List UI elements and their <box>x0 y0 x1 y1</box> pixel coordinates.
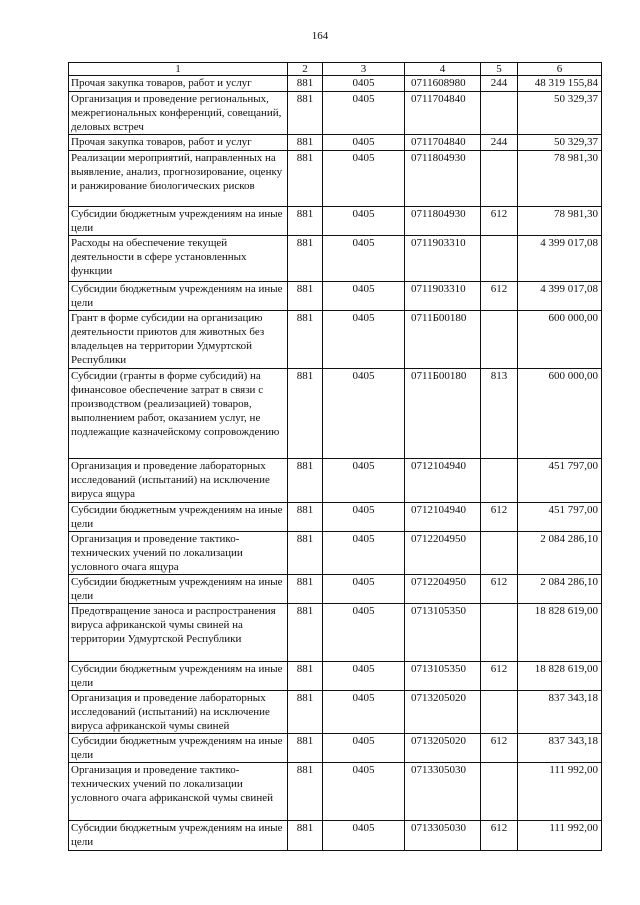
row-description: Субсидии бюджетным учреждениям на иные цели <box>69 503 288 532</box>
row-code-2: 881 <box>288 311 323 369</box>
table-row <box>69 763 602 821</box>
row-code-5: 813 <box>481 369 518 459</box>
row-code-5 <box>481 92 518 135</box>
row-description: Организация и проведение лабораторных исследований (испытаний) на исключение вируса ящура <box>69 459 288 503</box>
row-code-4: 0712204950 <box>405 532 481 575</box>
table-row <box>69 236 602 282</box>
column-header: 1 <box>69 63 288 76</box>
row-code-4: 0713105350 <box>405 604 481 662</box>
row-amount: 78 981,30 <box>518 151 602 207</box>
row-code-4: 0711903310 <box>405 282 481 311</box>
row-description: Организация и проведение лабораторных исследований (испытаний) на исключение вируса африканской чумы свиней <box>69 691 288 734</box>
table-row <box>69 207 602 236</box>
row-code-4: 0711704840 <box>405 135 481 151</box>
row-amount: 4 399 017,08 <box>518 236 602 282</box>
row-code-4: 0711Б00180 <box>405 311 481 369</box>
row-amount: 2 084 286,10 <box>518 532 602 575</box>
row-code-5: 612 <box>481 575 518 604</box>
row-amount: 837 343,18 <box>518 734 602 763</box>
table-row <box>69 575 602 604</box>
row-amount: 451 797,00 <box>518 459 602 503</box>
table-row <box>69 135 602 151</box>
row-code-3: 0405 <box>323 662 405 691</box>
row-code-2: 881 <box>288 369 323 459</box>
row-description: Организация и проведение тактико-технических учений по локализации условного очага африканской чумы свиней <box>69 763 288 821</box>
row-code-4: 0713105350 <box>405 662 481 691</box>
row-amount: 50 329,37 <box>518 92 602 135</box>
row-code-3: 0405 <box>323 604 405 662</box>
row-amount: 18 828 619,00 <box>518 604 602 662</box>
table-row <box>69 459 602 503</box>
row-code-5 <box>481 763 518 821</box>
row-description: Субсидии бюджетным учреждениям на иные цели <box>69 821 288 851</box>
row-code-3: 0405 <box>323 135 405 151</box>
row-code-2: 881 <box>288 76 323 92</box>
row-code-3: 0405 <box>323 821 405 851</box>
row-description: Субсидии бюджетным учреждениям на иные цели <box>69 734 288 763</box>
row-code-3: 0405 <box>323 691 405 734</box>
table-row <box>69 691 602 734</box>
row-code-2: 881 <box>288 151 323 207</box>
row-amount: 18 828 619,00 <box>518 662 602 691</box>
row-amount: 111 992,00 <box>518 763 602 821</box>
row-description: Предотвращение заноса и распространения вируса африканской чумы свиней на территории Удмуртской Республики <box>69 604 288 662</box>
row-code-3: 0405 <box>323 92 405 135</box>
row-code-4: 0711704840 <box>405 92 481 135</box>
row-code-2: 881 <box>288 236 323 282</box>
row-amount: 4 399 017,08 <box>518 282 602 311</box>
row-amount: 600 000,00 <box>518 311 602 369</box>
row-code-3: 0405 <box>323 459 405 503</box>
row-code-5: 612 <box>481 207 518 236</box>
row-amount: 78 981,30 <box>518 207 602 236</box>
row-code-5: 612 <box>481 821 518 851</box>
row-description: Субсидии бюджетным учреждениям на иные цели <box>69 662 288 691</box>
row-code-5 <box>481 604 518 662</box>
column-header: 2 <box>288 63 323 76</box>
table-row <box>69 76 602 92</box>
column-header: 5 <box>481 63 518 76</box>
row-code-4: 0711903310 <box>405 236 481 282</box>
row-code-2: 881 <box>288 575 323 604</box>
row-code-3: 0405 <box>323 369 405 459</box>
row-code-4: 0712104940 <box>405 459 481 503</box>
row-code-3: 0405 <box>323 763 405 821</box>
row-description: Субсидии бюджетным учреждениям на иные цели <box>69 282 288 311</box>
row-description: Прочая закупка товаров, работ и услуг <box>69 135 288 151</box>
table-row <box>69 282 602 311</box>
row-code-4: 0713205020 <box>405 691 481 734</box>
row-code-5 <box>481 311 518 369</box>
row-code-3: 0405 <box>323 532 405 575</box>
row-code-5 <box>481 151 518 207</box>
table-row <box>69 369 602 459</box>
row-code-2: 881 <box>288 282 323 311</box>
header-row <box>69 63 602 76</box>
row-code-3: 0405 <box>323 575 405 604</box>
row-code-3: 0405 <box>323 207 405 236</box>
row-code-2: 881 <box>288 691 323 734</box>
row-description: Грант в форме субсидии на организацию деятельности приютов для животных без владельцев на территории Удмуртской Республики <box>69 311 288 369</box>
row-code-5: 612 <box>481 734 518 763</box>
row-code-2: 881 <box>288 604 323 662</box>
table-row <box>69 734 602 763</box>
row-code-4: 0711804930 <box>405 207 481 236</box>
row-code-3: 0405 <box>323 734 405 763</box>
row-code-2: 881 <box>288 821 323 851</box>
row-description: Прочая закупка товаров, работ и услуг <box>69 76 288 92</box>
row-code-2: 881 <box>288 532 323 575</box>
table-row <box>69 821 602 851</box>
table-row <box>69 604 602 662</box>
row-code-4: 0713205020 <box>405 734 481 763</box>
row-code-2: 881 <box>288 662 323 691</box>
row-code-3: 0405 <box>323 76 405 92</box>
page-number: 164 <box>311 30 329 42</box>
row-code-5 <box>481 691 518 734</box>
table-row <box>69 92 602 135</box>
row-code-2: 881 <box>288 207 323 236</box>
table-row <box>69 311 602 369</box>
row-description: Субсидии бюджетным учреждениям на иные цели <box>69 207 288 236</box>
row-code-5 <box>481 459 518 503</box>
table-row <box>69 151 602 207</box>
row-amount: 451 797,00 <box>518 503 602 532</box>
row-description: Организация и проведение тактико-технических учений по локализации условного очага ящура <box>69 532 288 575</box>
row-code-4: 0711608980 <box>405 76 481 92</box>
row-amount: 600 000,00 <box>518 369 602 459</box>
row-code-5: 244 <box>481 76 518 92</box>
row-code-5: 612 <box>481 282 518 311</box>
row-amount: 111 992,00 <box>518 821 602 851</box>
row-description: Реализации мероприятий, направленных на выявление, анализ, прогнозирование, оценку и ранжирование биологических рисков <box>69 151 288 207</box>
row-code-2: 881 <box>288 763 323 821</box>
row-code-4: 0712104940 <box>405 503 481 532</box>
row-code-3: 0405 <box>323 503 405 532</box>
table-row <box>69 532 602 575</box>
row-code-3: 0405 <box>323 282 405 311</box>
row-code-4: 0712204950 <box>405 575 481 604</box>
table-row <box>69 662 602 691</box>
row-code-2: 881 <box>288 734 323 763</box>
row-code-2: 881 <box>288 92 323 135</box>
row-description: Субсидии (гранты в форме субсидий) на финансовое обеспечение затрат в связи с производством (реализацией) товаров, выполнением работ, оказанием услуг, не подлежащие казначейскому сопровождению <box>69 369 288 459</box>
column-header: 4 <box>405 63 481 76</box>
row-code-4: 0711804930 <box>405 151 481 207</box>
row-description: Субсидии бюджетным учреждениям на иные цели <box>69 575 288 604</box>
column-header: 6 <box>518 63 602 76</box>
row-code-4: 0713305030 <box>405 821 481 851</box>
column-header: 3 <box>323 63 405 76</box>
row-amount: 2 084 286,10 <box>518 575 602 604</box>
row-description: Расходы на обеспечение текущей деятельности в сфере установленных функции <box>69 236 288 282</box>
row-code-3: 0405 <box>323 151 405 207</box>
row-code-2: 881 <box>288 135 323 151</box>
row-code-5: 612 <box>481 662 518 691</box>
table-row <box>69 503 602 532</box>
row-code-4: 0711Б00180 <box>405 369 481 459</box>
row-amount: 48 319 155,84 <box>518 76 602 92</box>
row-code-2: 881 <box>288 503 323 532</box>
row-code-3: 0405 <box>323 311 405 369</box>
row-amount: 50 329,37 <box>518 135 602 151</box>
row-code-4: 0713305030 <box>405 763 481 821</box>
row-code-5: 244 <box>481 135 518 151</box>
row-code-5: 612 <box>481 503 518 532</box>
row-description: Организация и проведение региональных, межрегиональных конференций, совещаний, деловых встреч <box>69 92 288 135</box>
row-code-5 <box>481 532 518 575</box>
row-amount: 837 343,18 <box>518 691 602 734</box>
row-code-5 <box>481 236 518 282</box>
row-code-3: 0405 <box>323 236 405 282</box>
budget-table <box>68 62 602 851</box>
row-code-2: 881 <box>288 459 323 503</box>
